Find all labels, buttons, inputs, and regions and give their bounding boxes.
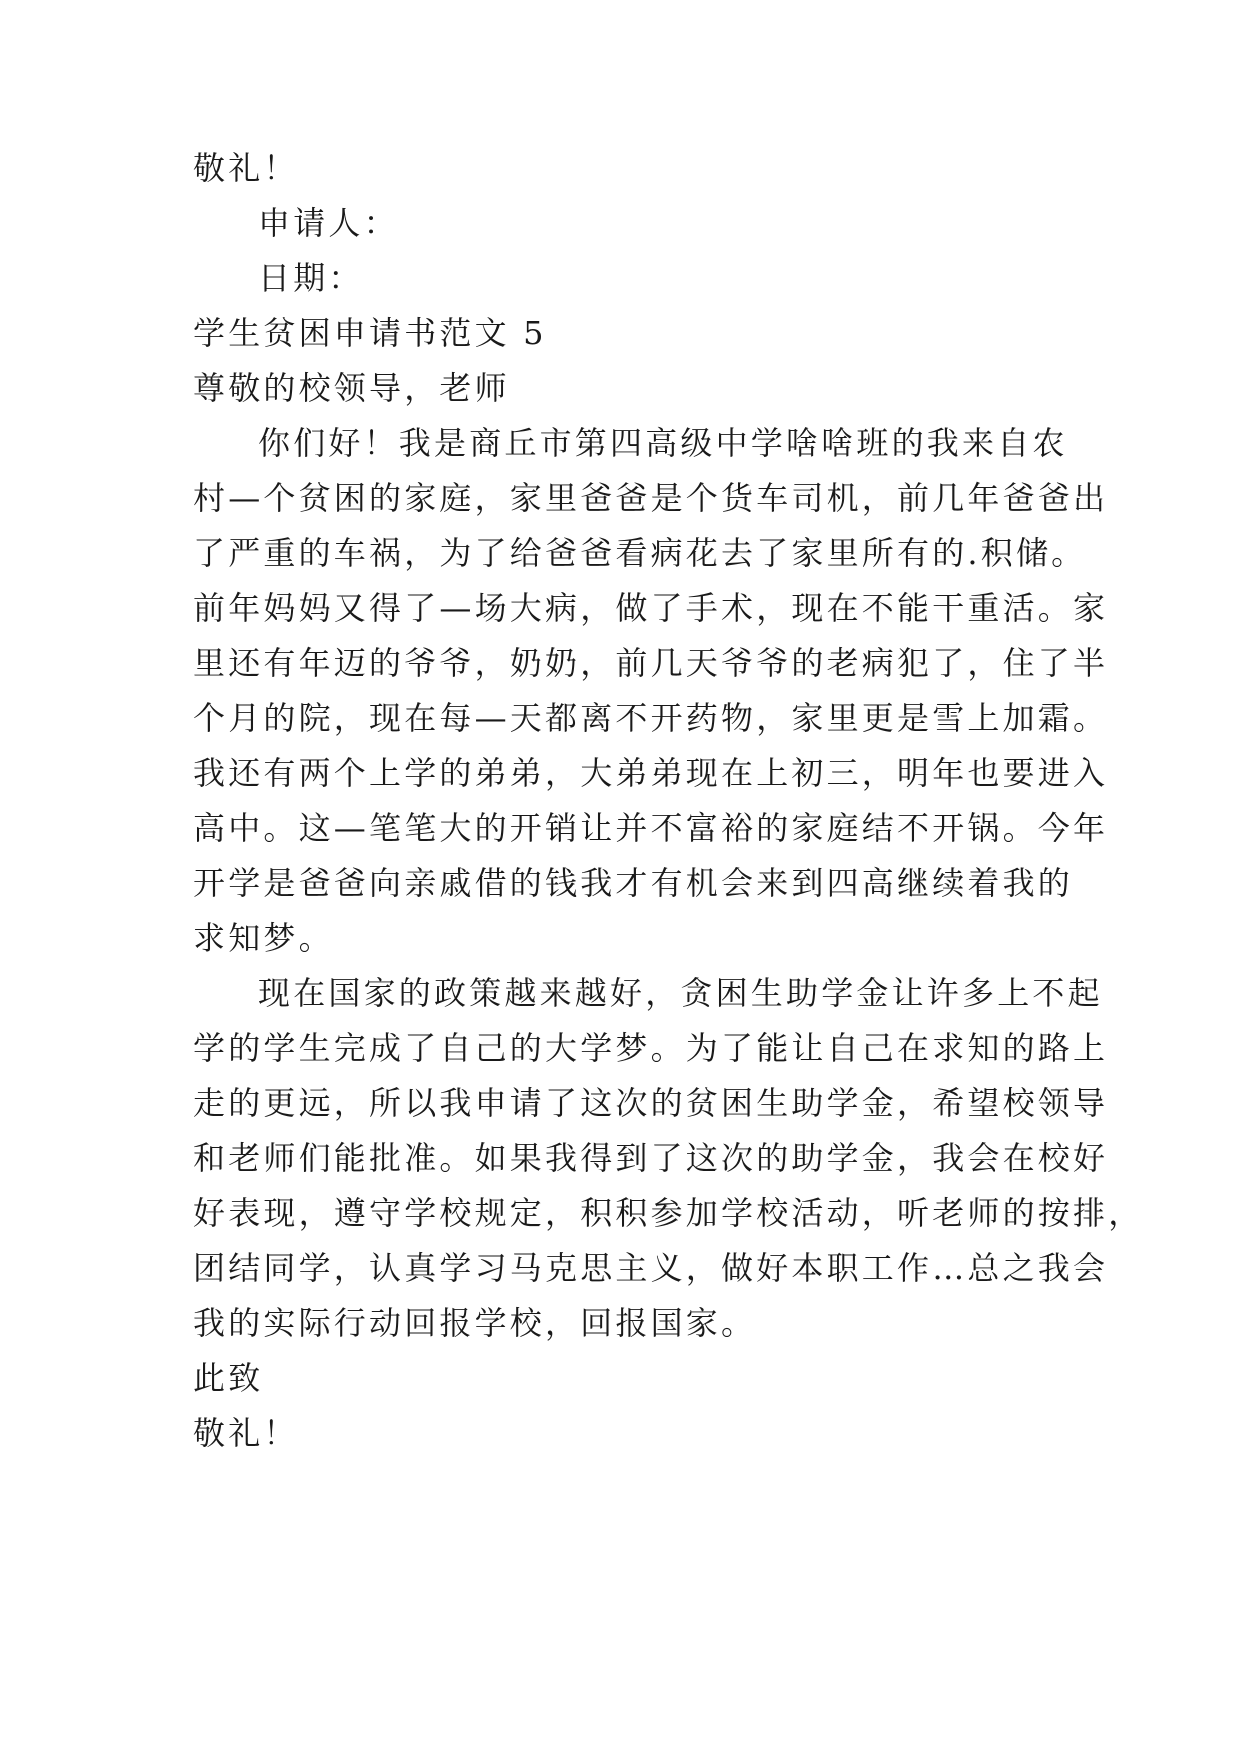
paragraph-line: 我还有两个上学的弟弟，大弟弟现在上初三，明年也要进入 <box>193 754 1109 792</box>
paragraph-line: 高中。这—笔笔大的开销让并不富裕的家庭结不开锅。今年 <box>193 809 1109 847</box>
paragraph-line: 现在国家的政策越来越好，贪困生助学金让许多上不起 <box>258 974 1103 1012</box>
paragraph-line: 走的更远，所以我申请了这次的贫困生助学金，希望校领导 <box>193 1084 1109 1122</box>
greeting: 尊敬的校领导，老师 <box>193 369 510 407</box>
date-label: 日期： <box>258 259 364 297</box>
closing-salute-bottom: 敬礼！ <box>193 1414 299 1452</box>
paragraph-line: 开学是爸爸向亲戚借的钱我才有机会来到四高继续着我的 <box>193 864 1074 902</box>
paragraph-line: 村—个贫困的家庭，家里爸爸是个货车司机，前几年爸爸出 <box>193 479 1109 517</box>
paragraph-line: 学的学生完成了自己的大学梦。为了能让自己在求知的路上 <box>193 1029 1109 1067</box>
section-title: 学生贫困申请书范文 5 <box>193 314 547 352</box>
paragraph-line: 和老师们能批准。如果我得到了这次的助学金，我会在校好 <box>193 1139 1109 1177</box>
paragraph-line: 团结同学，认真学习马克思主义，做好本职工作…总之我会 <box>193 1249 1109 1287</box>
paragraph-line: 个月的院，现在每—天都离不开药物，家里更是雪上加霜。 <box>193 699 1109 737</box>
applicant-label: 申请人： <box>258 204 399 242</box>
paragraph-line: 前年妈妈又得了—场大病，做了手术，现在不能干重活。家 <box>193 589 1109 627</box>
paragraph-line: 好表现，遵守学校规定，积积参加学校活动，听老师的按排， <box>193 1194 1144 1232</box>
paragraph-line: 里还有年迈的爷爷，奶奶，前几天爷爷的老病犯了，住了半 <box>193 644 1109 682</box>
paragraph-line: 求知梦。 <box>193 919 334 957</box>
paragraph-line: 你们好！我是商丘市第四高级中学啥啥班的我来自农 <box>258 424 1068 462</box>
paragraph-line: 了严重的车祸，为了给爸爸看病花去了家里所有的.积储。 <box>193 534 1087 572</box>
closing-regards: 此致 <box>193 1359 264 1397</box>
closing-salute: 敬礼！ <box>193 149 299 187</box>
paragraph-line: 我的实际行动回报学校，回报国家。 <box>193 1304 757 1342</box>
